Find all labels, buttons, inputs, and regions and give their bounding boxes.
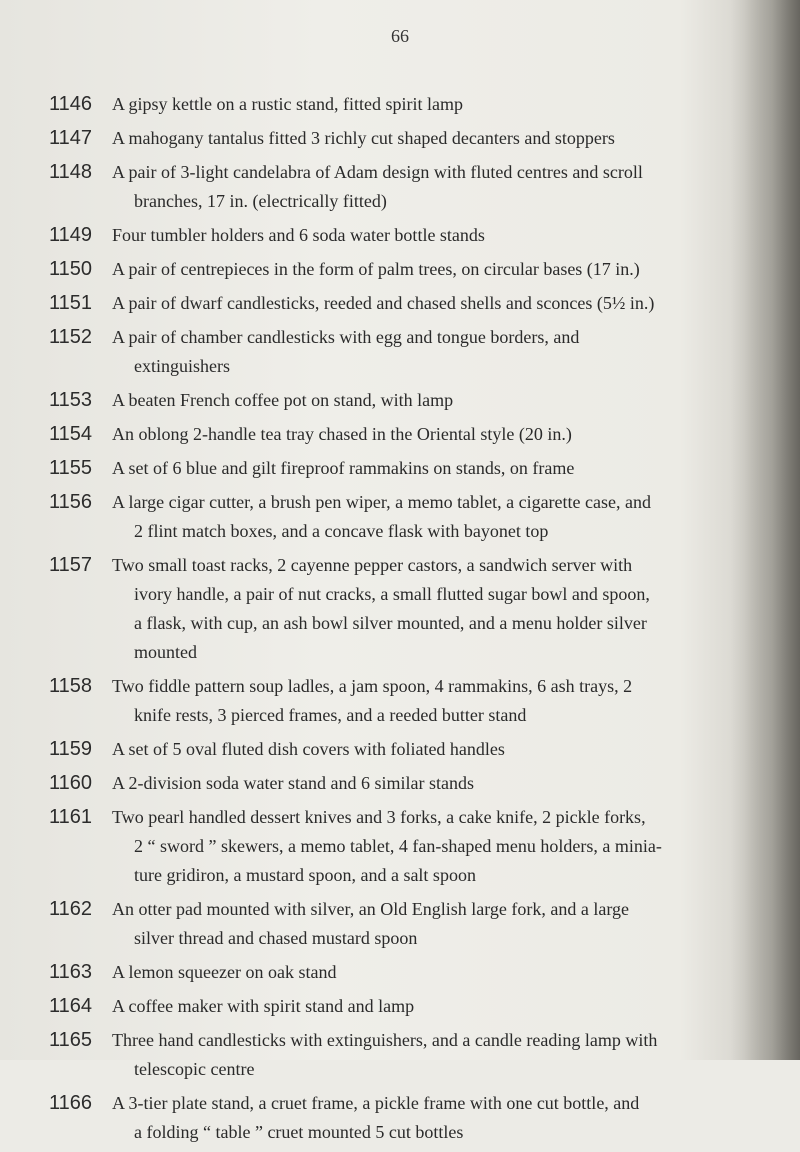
lot-number: 1164 [48, 995, 92, 1017]
lot-item [18, 124, 763, 153]
lot-description [112, 803, 763, 890]
lot-number: 1166 [48, 1092, 92, 1114]
lot-description [112, 158, 763, 216]
lot-item [18, 420, 763, 449]
lot-item [18, 551, 763, 667]
lot-description-line: A beaten French coffee pot on stand, with lamp [112, 390, 454, 410]
lot-description-line: Two small toast racks, 2 cayenne pepper castors, a sandwich server with [112, 555, 633, 575]
lot-number: 1160 [48, 772, 92, 794]
lot-description-line: An oblong 2-handle tea tray chased in the Oriental style (20 in.) [112, 424, 572, 444]
lot-item [18, 1026, 763, 1084]
lot-description-line: A coffee maker with spirit stand and lamp [112, 996, 415, 1016]
lot-item [18, 803, 763, 890]
lot-description [112, 386, 763, 415]
page-edge-shadow [730, 0, 800, 1060]
lot-number: 1152 [48, 326, 92, 348]
lot-description-line: branches, 17 in. (electrically fitted) [134, 191, 387, 211]
lot-description-line: telescopic centre [134, 1059, 255, 1079]
lot-description-line: A pair of 3-light candelabra of Adam design with fluted centres and scroll [112, 162, 643, 182]
lot-number: 1151 [48, 292, 92, 314]
lot-item [18, 488, 763, 546]
lot-number: 1163 [48, 961, 92, 983]
lot-number: 1146 [48, 93, 92, 115]
lot-number: 1162 [48, 898, 92, 920]
lot-description-line: silver thread and chased mustard spoon [134, 928, 418, 948]
lot-number: 1156 [48, 491, 92, 513]
lot-number: 1155 [48, 457, 92, 479]
lot-description [112, 1026, 763, 1084]
lot-item [18, 221, 763, 250]
lot-number: 1157 [48, 554, 92, 576]
lot-description [112, 672, 763, 730]
lot-item [18, 158, 763, 216]
page-number: 66 [391, 26, 409, 46]
lot-description [112, 958, 763, 987]
lot-item [18, 992, 763, 1021]
lot-description [112, 454, 763, 483]
lot-description [112, 895, 763, 953]
lot-description-line: 2 flint match boxes, and a concave flask with bayonet top [134, 521, 549, 541]
lot-number: 1153 [48, 389, 92, 411]
lot-number: 1149 [48, 224, 92, 246]
lot-item [18, 958, 763, 987]
lot-description-line: Three hand candlesticks with extinguishers, and a candle reading lamp with [112, 1030, 658, 1050]
lot-number: 1147 [48, 127, 92, 149]
lot-description [112, 420, 763, 449]
lot-description [112, 90, 763, 119]
lot-description-line: a flask, with cup, an ash bowl silver mounted, and a menu holder silver [134, 613, 647, 633]
lot-item [18, 769, 763, 798]
lot-description [112, 221, 763, 250]
lot-description-line: Two fiddle pattern soup ladles, a jam spoon, 4 rammakins, 6 ash trays, 2 [112, 676, 633, 696]
lot-item [18, 323, 763, 381]
lot-description [112, 289, 763, 318]
lot-item [18, 255, 763, 284]
lot-description [112, 551, 763, 667]
lot-description-line: A pair of chamber candlesticks with egg and tongue borders, and [112, 327, 580, 347]
lot-description-line: A 3-tier plate stand, a cruet frame, a pickle frame with one cut bottle, and [112, 1093, 640, 1113]
lot-description-line: Four tumbler holders and 6 soda water bottle stands [112, 225, 485, 245]
lot-number: 1158 [48, 675, 92, 697]
lot-description-line: knife rests, 3 pierced frames, and a reeded butter stand [134, 705, 527, 725]
lot-item [18, 1089, 763, 1147]
lot-number: 1150 [48, 258, 92, 280]
lot-list [18, 90, 763, 1152]
lot-description-line: An otter pad mounted with silver, an Old English large fork, and a large [112, 899, 629, 919]
lot-description [112, 488, 763, 546]
lot-number: 1161 [48, 806, 92, 828]
lot-description-line: A set of 5 oval fluted dish covers with foliated handles [112, 739, 505, 759]
lot-item [18, 289, 763, 318]
lot-description-line: A pair of centrepieces in the form of palm trees, on circular bases (17 in.) [112, 259, 640, 279]
lot-description-line: extinguishers [134, 356, 230, 376]
lot-item [18, 895, 763, 953]
lot-item [18, 672, 763, 730]
lot-description [112, 1089, 763, 1147]
lot-description-line: A large cigar cutter, a brush pen wiper, a memo tablet, a cigarette case, and [112, 492, 651, 512]
lot-description [112, 735, 763, 764]
lot-description [112, 769, 763, 798]
lot-description-line: A 2-division soda water stand and 6 similar stands [112, 773, 474, 793]
lot-description-line: A pair of dwarf candlesticks, reeded and chased shells and sconces (5½ in.) [112, 293, 655, 313]
lot-description-line: Two pearl handled dessert knives and 3 forks, a cake knife, 2 pickle forks, [112, 807, 646, 827]
lot-description-line: A gipsy kettle on a rustic stand, fitted spirit lamp [112, 94, 463, 114]
lot-description-line: A lemon squeezer on oak stand [112, 962, 337, 982]
lot-number: 1165 [48, 1029, 92, 1051]
lot-description-line: ivory handle, a pair of nut cracks, a small flutted sugar bowl and spoon, [134, 584, 650, 604]
lot-description [112, 124, 763, 153]
lot-item [18, 386, 763, 415]
lot-item [18, 454, 763, 483]
lot-number: 1154 [48, 423, 92, 445]
lot-description-line: ture gridiron, a mustard spoon, and a salt spoon [134, 865, 476, 885]
lot-number: 1159 [48, 738, 92, 760]
lot-description-line: A mahogany tantalus fitted 3 richly cut shaped decanters and stoppers [112, 128, 615, 148]
lot-description-line: a folding “ table ” cruet mounted 5 cut bottles [134, 1122, 464, 1142]
lot-item [18, 90, 763, 119]
lot-item [18, 735, 763, 764]
lot-description-line: A set of 6 blue and gilt fireproof rammakins on stands, on frame [112, 458, 575, 478]
lot-description-line: mounted [134, 642, 197, 662]
lot-description [112, 992, 763, 1021]
lot-description [112, 323, 763, 381]
lot-description-line: 2 “ sword ” skewers, a memo tablet, 4 fan-shaped menu holders, a minia- [134, 836, 662, 856]
lot-number: 1148 [48, 161, 92, 183]
lot-description [112, 255, 763, 284]
